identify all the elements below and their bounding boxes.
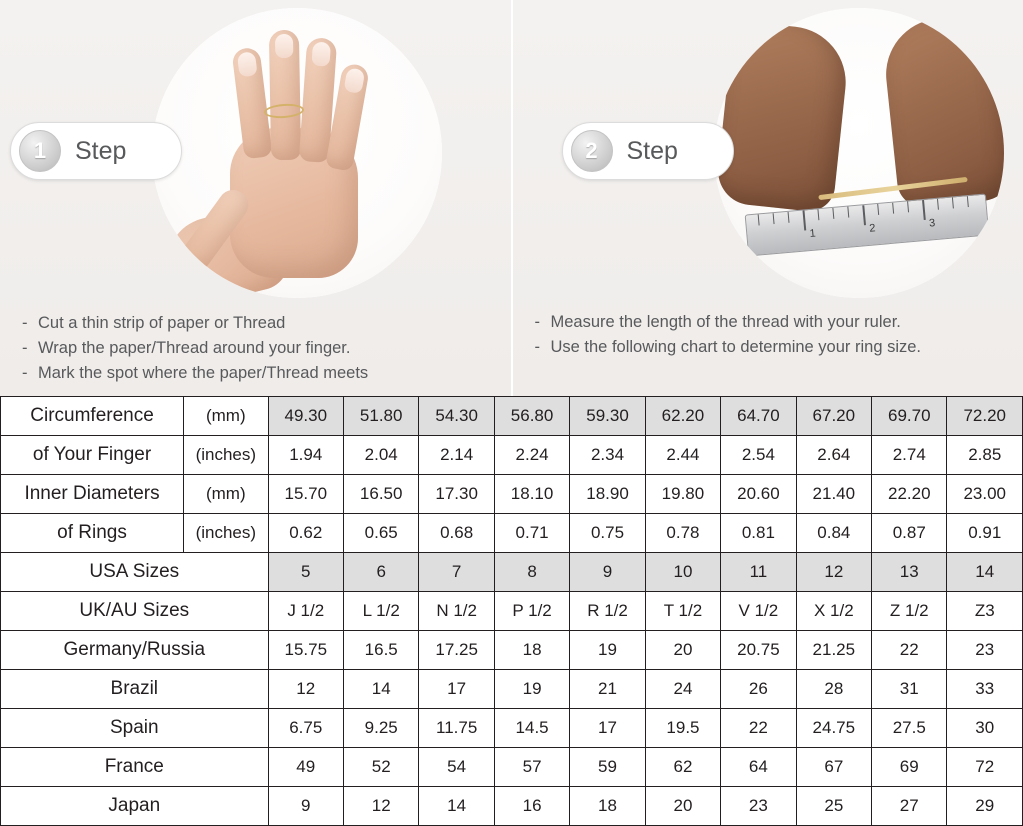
ruler-mark: 3: [928, 217, 936, 230]
step-1-instructions: [22, 311, 499, 386]
table-row: [1, 436, 1023, 475]
cell: R 1/2: [570, 592, 645, 631]
cell: 9: [268, 787, 343, 826]
dash-icon: -: [22, 364, 28, 382]
cell: 27.5: [872, 709, 947, 748]
list-item: [535, 335, 1012, 360]
cell: 31: [872, 670, 947, 709]
cell: 72: [947, 748, 1023, 787]
cell: 14.5: [494, 709, 569, 748]
cell: Z 1/2: [872, 592, 947, 631]
cell: Z3: [947, 592, 1023, 631]
cell: 21: [570, 670, 645, 709]
cell: 54.30: [419, 397, 494, 436]
cell: 54: [419, 748, 494, 787]
cell: 72.20: [947, 397, 1023, 436]
cell: N 1/2: [419, 592, 494, 631]
row-unit: (mm): [184, 397, 268, 436]
step-2-label: Step: [626, 136, 678, 165]
cell: 16.5: [343, 631, 418, 670]
cell: 69.70: [872, 397, 947, 436]
table-row: [1, 709, 1023, 748]
table-row: [1, 631, 1023, 670]
dash-icon: -: [534, 338, 540, 356]
hand-illustration: [152, 8, 442, 298]
row-label: Germany/Russia: [1, 631, 269, 670]
step-2-instructions: [535, 310, 1012, 360]
cell: 22: [721, 709, 796, 748]
instruction-text: Cut a thin strip of paper or Thread: [38, 314, 286, 332]
cell: 0.87: [872, 514, 947, 553]
cell: 20.60: [721, 475, 796, 514]
cell: 10: [645, 553, 720, 592]
row-label: Japan: [1, 787, 269, 826]
table-row: [1, 592, 1023, 631]
cell: 9: [570, 553, 645, 592]
cell: 12: [343, 787, 418, 826]
cell: 0.84: [796, 514, 871, 553]
cell: 62: [645, 748, 720, 787]
cell: 30: [947, 709, 1023, 748]
cell: 14: [947, 553, 1023, 592]
cell: 6.75: [268, 709, 343, 748]
table-row: [1, 397, 1023, 436]
cell: 64.70: [721, 397, 796, 436]
table-row: [1, 475, 1023, 514]
cell: 20: [645, 631, 720, 670]
step-1-label: Step: [75, 136, 127, 165]
cell: 23: [947, 631, 1023, 670]
fingernail: [311, 42, 331, 67]
cell: 9.25: [343, 709, 418, 748]
cell: 11.75: [419, 709, 494, 748]
cell: 24.75: [796, 709, 871, 748]
cell: 0.65: [343, 514, 418, 553]
cell: 19: [494, 670, 569, 709]
cell: X 1/2: [796, 592, 871, 631]
list-item: [22, 336, 499, 361]
ruler-illustration: [714, 8, 1004, 298]
left-hand-shape: [714, 20, 850, 213]
cell: 11: [721, 553, 796, 592]
cell: 17: [419, 670, 494, 709]
dash-icon: -: [534, 313, 540, 331]
cell: 19.5: [645, 709, 720, 748]
cell: 0.62: [268, 514, 343, 553]
table-row: [1, 787, 1023, 826]
row-label: of Your Finger: [1, 436, 184, 475]
cell: P 1/2: [494, 592, 569, 631]
cell: 12: [268, 670, 343, 709]
cell: 2.24: [494, 436, 569, 475]
cell: 62.20: [645, 397, 720, 436]
cell: 2.74: [872, 436, 947, 475]
ruler-mark: 1: [808, 227, 816, 241]
instruction-text: Measure the length of the thread with your ruler.: [550, 313, 901, 331]
dash-icon: -: [22, 314, 28, 332]
cell: 0.91: [947, 514, 1023, 553]
cell: 67.20: [796, 397, 871, 436]
hand-with-thread-photo: [152, 8, 442, 298]
cell: 23: [721, 787, 796, 826]
cell: 33: [947, 670, 1023, 709]
row-label: Brazil: [1, 670, 269, 709]
cell: 22: [872, 631, 947, 670]
cell: 18: [570, 787, 645, 826]
cell: 0.68: [419, 514, 494, 553]
finger-index: [231, 47, 272, 160]
step-2-number: 2: [571, 130, 613, 172]
cell: 57: [494, 748, 569, 787]
cell: 2.34: [570, 436, 645, 475]
cell: T 1/2: [645, 592, 720, 631]
cell: 64: [721, 748, 796, 787]
cell: 21.40: [796, 475, 871, 514]
cell: 8: [494, 553, 569, 592]
ring-size-table: [0, 396, 1023, 826]
cell: 0.75: [570, 514, 645, 553]
cell: 16: [494, 787, 569, 826]
cell: 18.90: [570, 475, 645, 514]
cell: 2.85: [947, 436, 1023, 475]
cell: 56.80: [494, 397, 569, 436]
row-label: UK/AU Sizes: [1, 592, 269, 631]
cell: 6: [343, 553, 418, 592]
cell: 0.71: [494, 514, 569, 553]
finger-middle: [269, 30, 301, 161]
cell: 2.04: [343, 436, 418, 475]
cell: 67: [796, 748, 871, 787]
cell: 18: [494, 631, 569, 670]
cell: 2.54: [721, 436, 796, 475]
cell: 17.30: [419, 475, 494, 514]
cell: 20: [645, 787, 720, 826]
cell: 22.20: [872, 475, 947, 514]
cell: 52: [343, 748, 418, 787]
cell: 20.75: [721, 631, 796, 670]
instruction-text: Wrap the paper/Thread around your finger.: [38, 339, 351, 357]
steps-section: [0, 0, 1023, 396]
cell: 26: [721, 670, 796, 709]
table-row: [1, 514, 1023, 553]
cell: 69: [872, 748, 947, 787]
cell: 16.50: [343, 475, 418, 514]
cell: 0.81: [721, 514, 796, 553]
cell: 2.14: [419, 436, 494, 475]
cell: 59: [570, 748, 645, 787]
dash-icon: -: [22, 339, 28, 357]
cell: 23.00: [947, 475, 1023, 514]
step-1-badge: [10, 122, 182, 180]
cell: 12: [796, 553, 871, 592]
fingernail: [275, 34, 293, 58]
cell: 2.64: [796, 436, 871, 475]
ruler-mark: 2: [868, 222, 876, 235]
cell: 17.25: [419, 631, 494, 670]
step-1-panel: [0, 0, 511, 396]
cell: 0.78: [645, 514, 720, 553]
table-row: [1, 670, 1023, 709]
cell: 59.30: [570, 397, 645, 436]
cell: 7: [419, 553, 494, 592]
thread-measured-with-ruler-photo: [714, 8, 1004, 298]
row-label: Inner Diameters: [1, 475, 184, 514]
row-label: France: [1, 748, 269, 787]
cell: 14: [419, 787, 494, 826]
cell: 49.30: [268, 397, 343, 436]
row-unit: (inches): [184, 514, 268, 553]
step-2-badge: [562, 122, 734, 180]
list-item: [535, 310, 1012, 335]
table-row: [1, 748, 1023, 787]
fingernail: [237, 51, 258, 77]
cell: 27: [872, 787, 947, 826]
cell: 21.25: [796, 631, 871, 670]
cell: 2.44: [645, 436, 720, 475]
cell: 25: [796, 787, 871, 826]
cell: 19.80: [645, 475, 720, 514]
cell: 15.75: [268, 631, 343, 670]
cell: 19: [570, 631, 645, 670]
instruction-text: Mark the spot where the paper/Thread meets: [38, 364, 369, 382]
cell: L 1/2: [343, 592, 418, 631]
table-row: [1, 553, 1023, 592]
list-item: [22, 311, 499, 336]
cell: V 1/2: [721, 592, 796, 631]
cell: J 1/2: [268, 592, 343, 631]
step-1-number: 1: [19, 130, 61, 172]
cell: 13: [872, 553, 947, 592]
cell: 14: [343, 670, 418, 709]
list-item: [22, 361, 499, 386]
row-label: Spain: [1, 709, 269, 748]
cell: 15.70: [268, 475, 343, 514]
row-unit: (inches): [184, 436, 268, 475]
row-label: of Rings: [1, 514, 184, 553]
cell: 18.10: [494, 475, 569, 514]
cell: 17: [570, 709, 645, 748]
cell: 24: [645, 670, 720, 709]
cell: 29: [947, 787, 1023, 826]
instruction-text: Use the following chart to determine your ring size.: [550, 338, 922, 356]
cell: 28: [796, 670, 871, 709]
cell: 5: [268, 553, 343, 592]
row-unit: (mm): [184, 475, 268, 514]
fingernail: [343, 67, 365, 94]
cell: 49: [268, 748, 343, 787]
cell: 51.80: [343, 397, 418, 436]
step-2-panel: [511, 0, 1023, 396]
row-label: Circumference: [1, 397, 184, 436]
row-label: USA Sizes: [1, 553, 269, 592]
cell: 1.94: [268, 436, 343, 475]
